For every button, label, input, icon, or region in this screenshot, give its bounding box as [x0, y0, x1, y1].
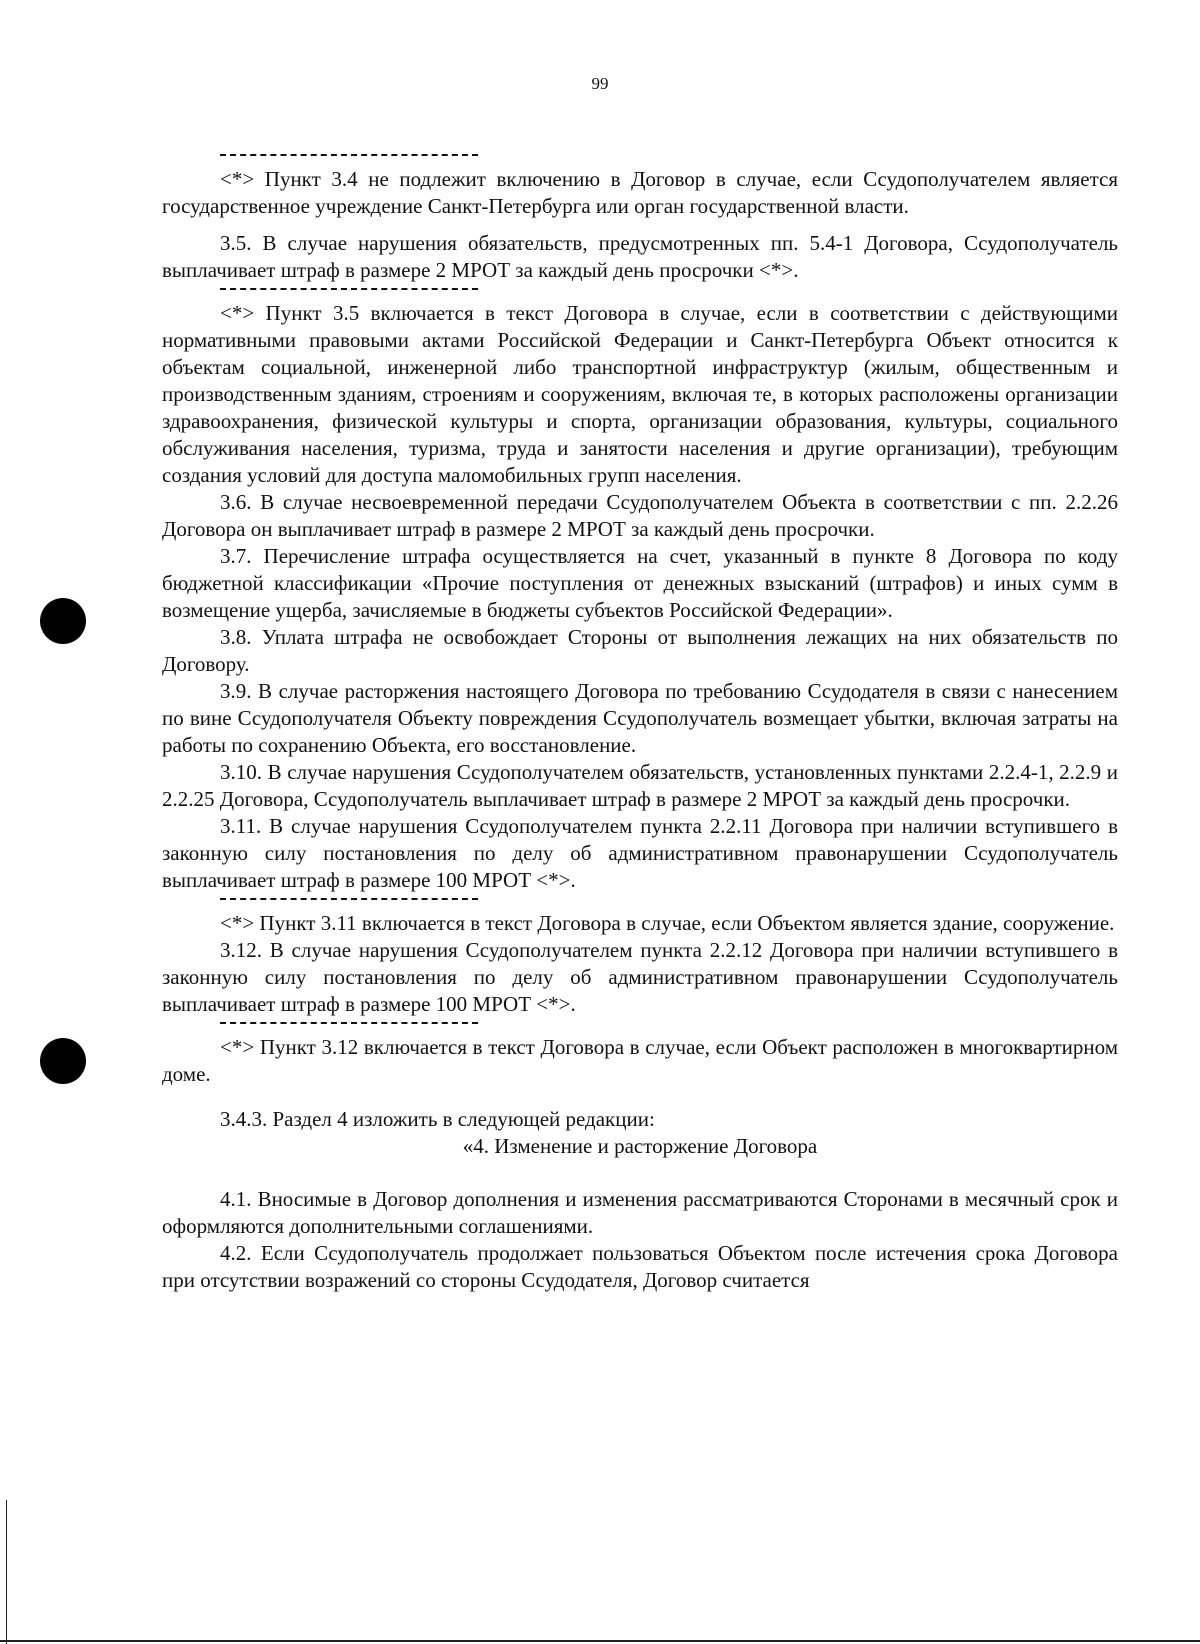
- paragraph: 3.6. В случае несвоевременной передачи Ссудополучателем Объекта в соответствии с пп. 2.2.26 Договора он выплачивает штраф в размере 2 МРОТ за каждый день просрочки.: [162, 490, 1118, 541]
- punch-hole: [40, 1038, 86, 1084]
- paragraph: 4.1. Вносимые в Договор дополнения и изменения рассматриваются Сторонами в месячный срок и оформляются дополнительными соглашениями.: [162, 1187, 1118, 1238]
- section-heading: «4. Изменение и расторжение Договора: [462, 1134, 818, 1158]
- paragraph: 3.8. Уплата штрафа не освобождает Стороны от выполнения лежащих на них обязательств по Договору.: [162, 625, 1118, 676]
- footnote: <*> Пункт 3.5 включается в текст Договора в случае, если в соответствии с действующими нормативными правовыми актами Российской Федерации и Санкт-Петербурга Объект относится к объектам социальной, инженерной либо транспортной инфраструктур (жилым, общественным и производственным зданиям, строениям и сооружениям, включая те, в которых расположены организации здравоохранения, физической культуры и спорта, организации образования, культуры, социального обслуживания населения, туризма, труда и занятости населения и другие организации), требующим создания условий для доступа маломобильных групп населения.: [162, 301, 1118, 487]
- footnote-separator: [220, 154, 478, 156]
- footnote-separator: [220, 898, 478, 900]
- spacer: [162, 1160, 1118, 1186]
- paragraph: 3.4.3. Раздел 4 изложить в следующей редакции:: [220, 1107, 655, 1131]
- spacer: [162, 1088, 1118, 1106]
- footnote: <*> Пункт 3.4 не подлежит включению в Договор в случае, если Ссудополучателем является государственное учреждение Санкт-Петербурга или орган государственной власти.: [162, 167, 1118, 218]
- paragraph: 3.9. В случае расторжения настоящего Договора по требованию Ссудодателя в связи с нанесением по вине Ссудополучателя Объекту повреждения Ссудополучатель возмещает убытки, включая затраты на работы по сохранению Объекта, его восстановление.: [162, 679, 1118, 757]
- scan-edge-bottom: [0, 1640, 1200, 1642]
- paragraph: 3.10. В случае нарушения Ссудополучателем обязательств, установленных пунктами 2.2.4-1, 2.2.9 и 2.2.25 Договора, Ссудополучатель выплачивает штраф в размере 2 МРОТ за каждый день просрочки.: [162, 760, 1118, 811]
- document-body: [162, 150, 1118, 1294]
- paragraph: 3.5. В случае нарушения обязательств, предусмотренных пп. 5.4-1 Договора, Ссудополучатель выплачивает штраф в размере 2 МРОТ за каждый день просрочки <*>.: [162, 231, 1118, 282]
- punch-hole: [40, 598, 86, 644]
- paragraph: 3.12. В случае нарушения Ссудополучателем пункта 2.2.12 Договора при наличии вступившего в законную силу постановления по делу об административном правонарушении Ссудополучатель выплачивает штраф в размере 100 МРОТ <*>.: [162, 938, 1118, 1016]
- footnote-separator: [220, 1022, 478, 1024]
- footnote: <*> Пункт 3.11 включается в текст Договора в случае, если Объектом является здание, сооружение.: [220, 911, 1115, 935]
- paragraph: 3.11. В случае нарушения Ссудополучателем пункта 2.2.11 Договора при наличии вступившего в законную силу постановления по делу об административном правонарушении Ссудополучатель выплачивает штраф в размере 100 МРОТ <*>.: [162, 814, 1118, 892]
- paragraph: 4.2. Если Ссудополучатель продолжает пользоваться Объектом после истечения срока Договора при отсутствии возражений со стороны Ссудодателя, Договор считается: [162, 1241, 1118, 1292]
- paragraph: 3.7. Перечисление штрафа осуществляется на счет, указанный в пункте 8 Договора по коду бюджетной классификации «Прочие поступления от денежных взысканий (штрафов) и иных сумм в возмещение ущерба, зачисляемые в бюджеты субъектов Российской Федерации».: [162, 544, 1118, 622]
- footnote-separator: [220, 288, 478, 290]
- page-number: 99: [591, 74, 609, 93]
- footnote: <*> Пункт 3.12 включается в текст Договора в случае, если Объект расположен в многоквартирном доме.: [162, 1035, 1118, 1086]
- scan-edge-left: [6, 1500, 7, 1644]
